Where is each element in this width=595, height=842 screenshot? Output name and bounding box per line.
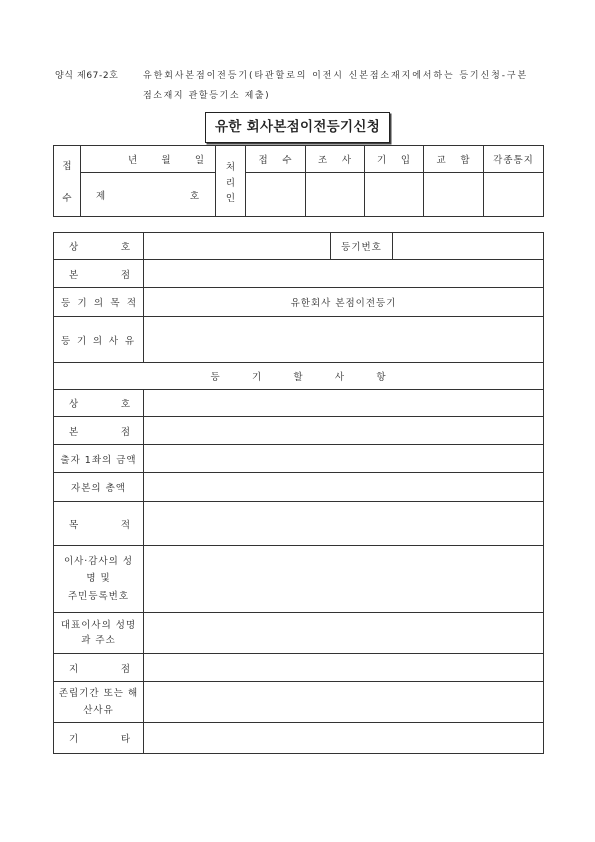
total-capital-label: 자본의 총액 [71,483,126,494]
registration-number-label: 등기번호 [341,242,382,253]
branch-label: 지 점 [69,663,131,675]
directors-label-cell [54,546,144,613]
registration-number-value [393,233,544,260]
column-header-entry [365,146,424,173]
notices-stamp-cell [484,173,544,217]
form-number: 양식 제67-2호 [55,71,119,81]
representative-label-line-1: 대표이사의 성명 [60,620,137,631]
branch-label-cell [54,654,144,682]
head-office-value [144,260,544,288]
duration-label-cell [54,682,144,723]
handler-label-2: 리 [225,177,237,189]
business-purpose-label-cell [54,502,144,546]
unit-investment-value [144,445,544,473]
registration-purpose-value: 유한회사 본점이전등기 [290,298,397,309]
matters-heading-cell [54,363,544,390]
registration-purpose-label: 등 기 의 목 적 [61,298,137,309]
head-office-label-cell [54,260,144,288]
business-purpose-label: 목 적 [69,519,131,531]
branch-value [144,654,544,682]
business-purpose-value [144,502,544,546]
reception-label-top: 접 [62,161,73,172]
registration-reason-value [144,317,544,363]
handler-label-3: 인 [225,193,237,204]
matters-head-office-label: 본 점 [69,426,131,438]
duration-label-line-1: 존립기간 또는 해 [58,688,139,699]
registration-purpose-value-cell [144,288,544,317]
trade-name-label-cell [54,233,144,260]
form-description-line-1: 유한회사본점이전등기(타관할로의 이전시 신본점소재지에서하는 등기신청-구본 [143,71,529,81]
unit-investment-label-cell [54,445,144,473]
representative-value [144,613,544,654]
entry-stamp-cell [365,173,424,217]
total-capital-value [144,473,544,502]
other-label-cell [54,723,144,754]
duration-label-line-2: 산사유 [83,705,114,716]
form-description-line-2: 점소재지 관할등기소 제출) [143,91,271,101]
reason-label-cell [54,317,144,363]
total-capital-label-cell [54,473,144,502]
reception-label-bottom: 수 [62,193,73,204]
column-header-review [306,146,365,173]
column-header-reception [246,146,306,173]
directors-label-line-2: 명 및 [86,573,111,585]
matters-heading: 등 기 할 사 항 [210,372,387,383]
column-header-label: 각종통지 [493,155,534,166]
date-cell [81,146,216,173]
reception-label-cell [54,146,81,217]
directors-label-line-3: 주민등록번호 [67,590,130,602]
registration-number-label-cell [331,233,393,260]
head-office-label: 본 점 [69,269,131,281]
column-header-verification [424,146,484,173]
number-label: 제 호 [96,190,200,202]
number-cell [81,173,216,217]
receipt-table [53,145,544,217]
representative-label-line-2: 과 주소 [81,635,116,646]
registration-reason-label: 등 기 의 사 유 [61,335,135,347]
trade-name-label: 상 호 [69,242,131,253]
matters-head-office-label-cell [54,417,144,445]
handler-label-cell [216,146,246,217]
column-header-label: 조 사 [318,155,352,166]
column-header-label: 기 입 [377,155,411,166]
matters-trade-name-label-cell [54,390,144,417]
other-value [144,723,544,754]
other-label: 기 타 [69,734,131,745]
column-header-label: 교 합 [436,155,471,166]
verification-stamp-cell [424,173,484,217]
handler-label-1: 처 [225,162,237,173]
column-header-notices [484,146,544,173]
trade-name-value [144,233,331,260]
review-stamp-cell [306,173,365,217]
matters-head-office-value [144,417,544,445]
purpose-label-cell [54,288,144,317]
unit-investment-label: 출자 1좌의 금액 [60,454,137,466]
date-label: 년 월 일 [128,155,205,166]
reception-stamp-cell [246,173,306,217]
matters-trade-name-value [144,390,544,417]
matters-trade-name-label: 상 호 [69,399,131,410]
application-table [53,232,544,754]
representative-label-cell [54,613,144,654]
directors-label-line-1: 이사·감사의 성 [63,555,134,567]
directors-value [144,546,544,613]
form-title: 유한 회사본점이전등기신청 [205,112,390,143]
duration-value [144,682,544,723]
column-header-label: 접 수 [258,155,293,166]
